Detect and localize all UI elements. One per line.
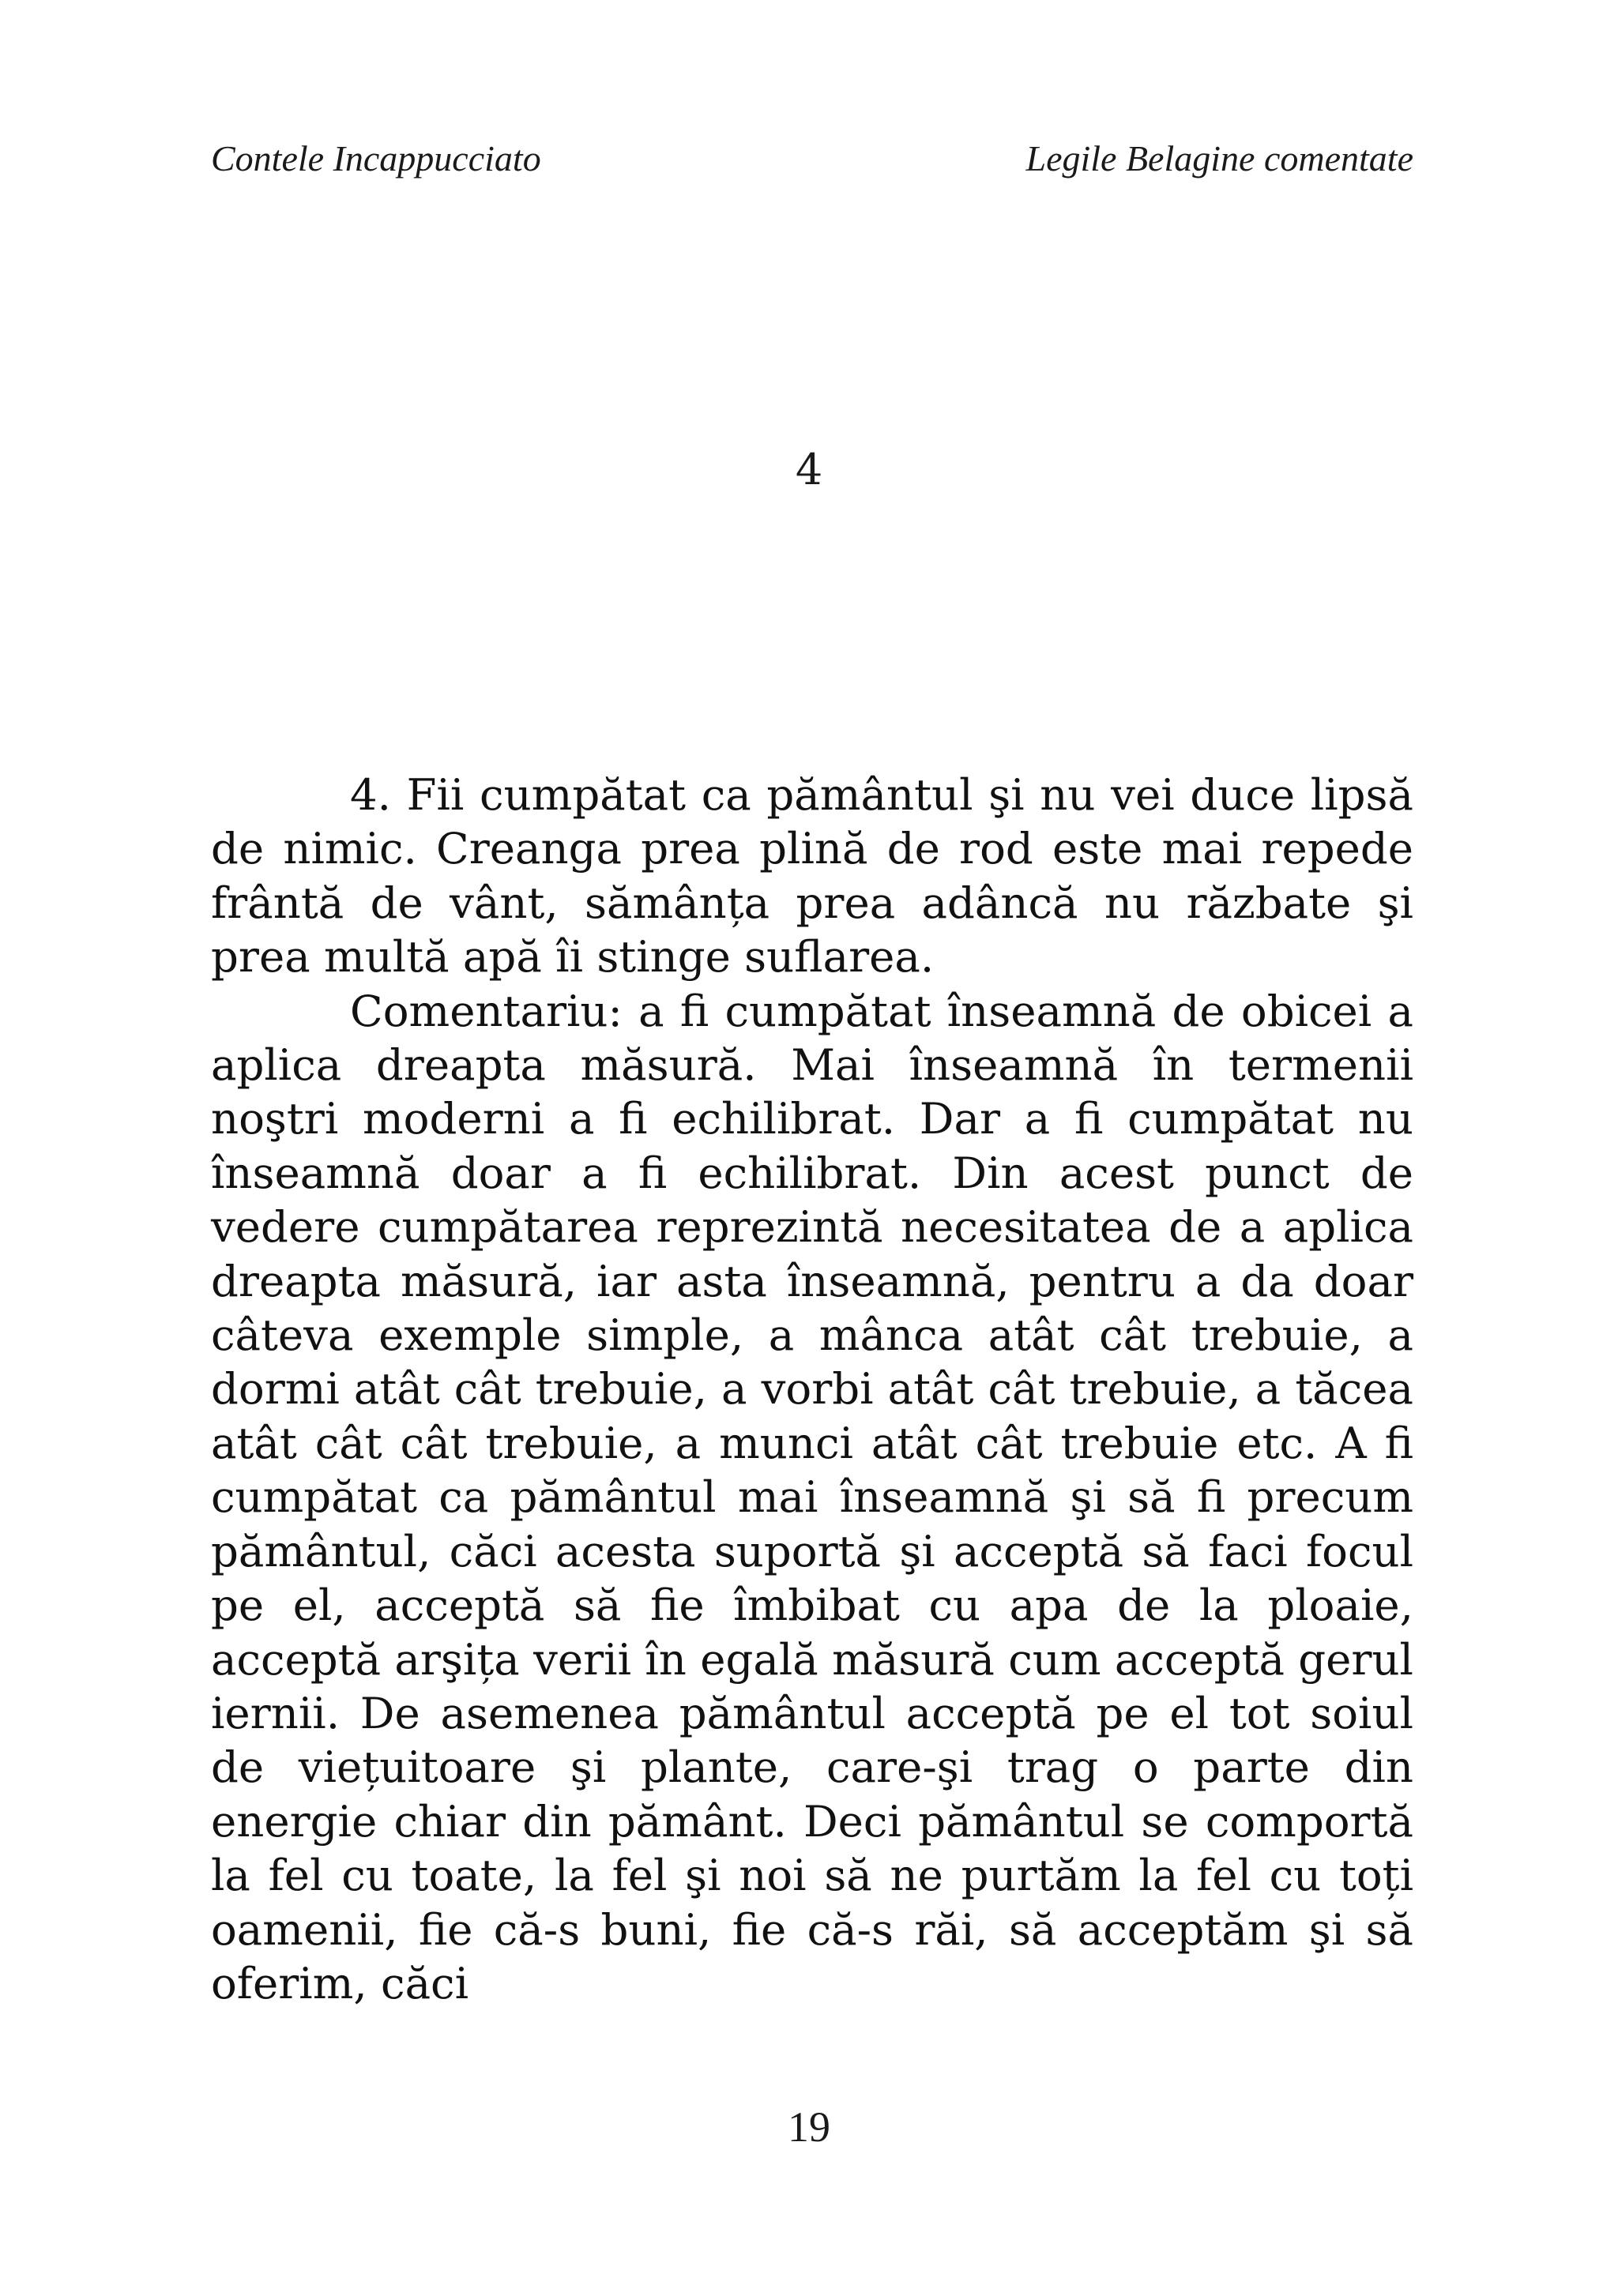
body-text [211,768,1413,2010]
page-number: 19 [788,2103,830,2151]
paragraph-commentary: Comentariu: a fi cumpătat înseamnă de obicei a aplica dreapta măsură. Mai înseamnă în termenii noştri moderni a fi echilibrat. Dar a fi cumpătat nu înseamnă doar a fi echilibrat. Din acest punct de vedere cumpătarea reprezintă necesitatea de a aplica dreapta măsură, iar asta înseamnă, pentru a da doar câteva exemple simple, a mânca atât cât trebuie, a dormi atât cât trebuie, a vorbi atât cât trebuie, a tăcea atât cât cât trebuie, a munci atât cât trebuie etc. A fi cumpătat ca pământul mai înseamnă şi să fi precum pământul, căci acesta suportă şi acceptă să faci focul pe el, acceptă să fie îmbibat cu apa de la ploaie, acceptă arşița verii în egală măsură cum acceptă gerul iernii. De asemenea pământul acceptă pe el tot soiul de viețuitoare şi plante, care-şi trag o parte din energie chiar din pământ. Deci pământul se comportă la fel cu toate, la fel şi noi să ne purtăm la fel cu toți oamenii, fie că-s buni, fie că-s răi, să acceptăm şi să oferim, căci [211,985,1413,2009]
section-number: 4 [795,445,823,494]
header-book-title: Legile Belagine comentate [1025,138,1413,178]
paragraph-law-text: 4. Fii cumpătat ca pământul şi nu vei duce lipsă de nimic. Creanga prea plină de rod este mai repede frântă de vânt, sămânța prea adâncă nu răzbate şi prea multă apă îi stinge suflarea. [211,769,1413,983]
running-header [211,136,1413,182]
header-author: Contele Incappucciato [211,138,541,178]
